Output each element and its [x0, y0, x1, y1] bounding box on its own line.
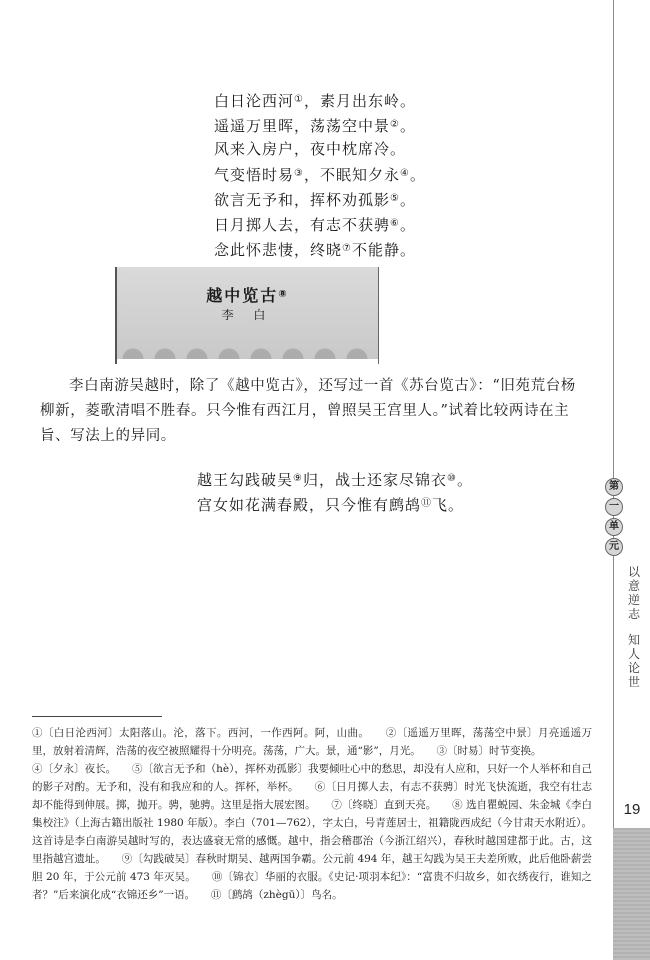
footnote-ref[interactable]: ⑩	[447, 473, 457, 484]
unit-badge: 单	[605, 518, 623, 536]
footnote-ref[interactable]: ⑥	[390, 218, 400, 230]
page-number: 19	[623, 801, 641, 818]
footnotes	[32, 724, 592, 904]
unit-badge: 元	[605, 538, 623, 556]
poem-line: 越王勾践破吴⑨归，战士还家尽锦衣⑩。	[197, 471, 473, 489]
footnote-ref[interactable]: ⑤	[390, 192, 400, 204]
poem-author: 李 白	[221, 308, 274, 322]
poem-line: 风来入房户，夜中枕席冷。	[214, 140, 407, 159]
theme-char: 世	[627, 675, 640, 689]
footnote-ref[interactable]: ④	[400, 167, 410, 179]
footnote-paragraph: ④〔夕永〕夜长。 ⑤〔欲言无予和（hè），挥杯劝孤影〕我要倾吐心中的愁思，却没有人应和，只好一个人举杯和自己的影子对酌。无予和，没有和我应和的人。挥杯，举杯。 ⑥〔日月掷人去，有志不获骋〕时光飞快流逝，我空有壮志却不能得到伸展。掷，抛开。骋，驰骋。这里是指大展宏图。 ⑦〔终晓〕直到天亮。 ⑧ 选自瞿蜕园、朱金城《李白集校注》（上海古籍出版社 1980 年版）。李白（701—762），字太白，号青莲居士，祖籍陇西成纪（今甘肃天水附近）。这首诗是李白南游吴越时写的，表达盛衰无常的感慨。越中，指会稽郡治（今浙江绍兴），春秋时越国建都于此。古，这里指越宫遗址。 ⑨〔勾践破吴〕春秋时期吴、越两国争霸。公元前 494 年，越王勾践为吴王夫差所败，此后他卧薪尝胆 20 年，于公元前 473 年灭吴。 ⑩〔锦衣〕华丽的衣服。《史记·项羽本纪》：“富贵不归故乡，如衣绣夜行，谁知之者？”后来演化成“衣锦还乡”一语。 ⑪〔鹧鸪（zhègū）〕鸟名。	[32, 763, 592, 901]
footnote-ref[interactable]: ⑪	[421, 498, 433, 509]
theme-char: 以	[627, 565, 640, 579]
title-banner-divider	[378, 267, 379, 364]
unit-badge: 一	[605, 498, 623, 516]
poem-line: 白日沦西河①，素月出东岭。	[214, 92, 416, 110]
theme-char: 论	[627, 661, 640, 675]
footnote-divider	[32, 716, 162, 717]
unit-label	[605, 478, 623, 558]
intro-paragraph	[40, 374, 580, 449]
footnote-ref[interactable]: ③	[294, 167, 304, 179]
theme-char: 人	[627, 647, 640, 661]
footnote-paragraph: ①〔白日沦西河〕太阳落山。沦，落下。西河，一作西阿。阿，山曲。 ②〔遥遥万里晖，荡荡空中景〕月亮遥遥万里，放射着清辉，浩荡的夜空被照耀得十分明亮。荡荡，广大。景，通“影”，月光。 ③〔时易〕时节变换。	[32, 727, 592, 757]
unit-theme	[627, 565, 641, 689]
footnote-ref[interactable]: ②	[390, 119, 400, 131]
footnote-ref[interactable]: ⑨	[293, 473, 303, 484]
poem-line: 气变悟时易③，不眠知夕永④。	[214, 165, 426, 184]
poem-line: 念此怀悲悽，终晓⑦不能静。	[214, 241, 416, 260]
poem-stanza-1	[214, 88, 426, 262]
poem-line: 遥遥万里晖，荡荡空中景②。	[214, 117, 416, 136]
footnote-ref[interactable]: ⑧	[278, 289, 289, 300]
theme-char: 知	[627, 633, 640, 647]
poem-line: 宫女如花满春殿，只今惟有鹧鸪⑪飞。	[197, 496, 465, 514]
margin-tab	[613, 828, 650, 960]
poem-title: 越中览古⑧	[206, 286, 289, 305]
footnote-ref[interactable]: ①	[294, 94, 304, 105]
theme-gap	[627, 621, 641, 633]
unit-badge: 第	[605, 478, 623, 496]
poem-line: 欲言无予和，挥杯劝孤影⑤。	[214, 190, 416, 209]
theme-char: 逆	[627, 593, 640, 607]
poem-line: 日月掷人去，有志不获骋⑥。	[214, 216, 416, 235]
poem-stanza-2	[197, 467, 473, 517]
intro-text: 李白南游吴越时，除了《越中览古》，还写过一首《苏台览古》：“旧苑荒台杨柳新，菱歌清唱不胜春。只今惟有西江月，曾照吴王宫里人。”试着比较两诗在主旨、写法上的异同。	[40, 378, 576, 444]
footnote-ref[interactable]: ⑦	[342, 243, 352, 255]
theme-char: 志	[627, 607, 640, 621]
theme-char: 意	[627, 579, 640, 593]
